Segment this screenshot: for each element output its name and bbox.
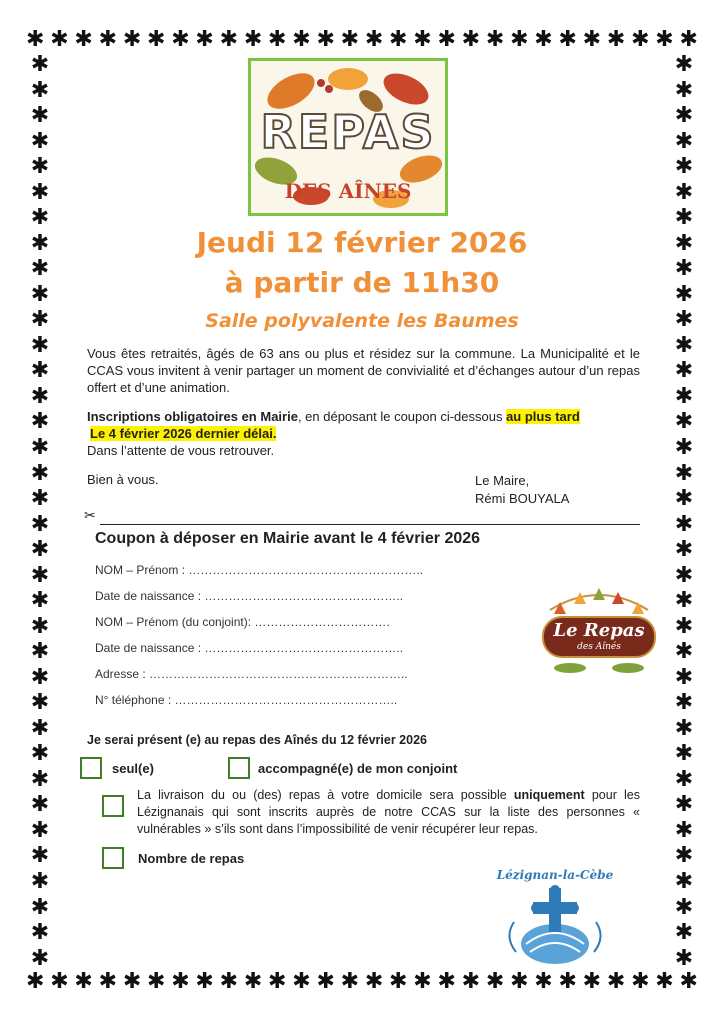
border-star-icon: ✱	[171, 27, 190, 52]
coupon-title: Coupon à déposer en Mairie avant le 4 février 2026	[95, 530, 481, 547]
border-star-icon: ✱	[30, 332, 50, 358]
border-star-icon: ✱	[364, 969, 384, 994]
border-star-icon: ✱	[679, 27, 698, 52]
checkbox-with-partner[interactable]	[228, 757, 250, 779]
border-star-icon: ✱	[243, 969, 263, 994]
border-star-icon: ✱	[26, 969, 45, 994]
field-name[interactable]	[95, 563, 423, 577]
border-star-icon: ✱	[98, 969, 118, 994]
border-bottom	[26, 968, 698, 996]
border-star-icon: ✱	[558, 969, 577, 994]
border-star-icon: ✱	[674, 562, 694, 588]
border-star-icon: ✱	[195, 969, 214, 994]
border-star-icon: ✱	[268, 27, 287, 52]
badge-title: Le Repas	[553, 620, 645, 641]
border-star-icon: ✱	[30, 409, 50, 435]
border-star-icon: ✱	[674, 307, 694, 333]
field-phone[interactable]	[95, 693, 397, 707]
repas-des-aines-logo	[248, 58, 448, 216]
field-label: NOM – Prénom (du conjoint):	[95, 615, 255, 629]
field-label: NOM – Prénom :	[95, 563, 189, 577]
border-star-icon: ✱	[50, 27, 69, 52]
border-star-icon: ✱	[679, 969, 698, 994]
border-star-icon: ✱	[30, 715, 50, 741]
event-venue: Salle polyvalente les Baumes	[205, 310, 519, 332]
border-star-icon: ✱	[674, 256, 694, 282]
border-star-icon: ✱	[268, 969, 287, 994]
border-star-icon: ✱	[413, 969, 432, 994]
field-partner-name[interactable]	[95, 615, 390, 629]
border-star-icon: ✱	[674, 920, 694, 946]
field-label: Date de naissance :	[95, 589, 205, 603]
border-star-icon: ✱	[98, 27, 118, 52]
border-star-icon: ✱	[195, 27, 214, 52]
deadline-highlight-1: au plus tard	[506, 409, 580, 424]
border-star-icon: ✱	[413, 27, 432, 52]
field-label: N° téléphone :	[95, 693, 175, 707]
border-star-icon: ✱	[674, 434, 694, 460]
delivery-text-end: pour les Lézignanais qui sont inscrits auprès de notre CCAS sur la liste des personnes « vulnérables » s’ils sont dans l’impossibilité de venir récupérer leur repas.	[137, 788, 641, 836]
border-star-icon: ✱	[30, 945, 50, 970]
border-star-icon: ✱	[30, 179, 50, 205]
field-dots: ………………………………………………..	[174, 693, 398, 707]
border-star-icon: ✱	[30, 205, 50, 231]
checkbox-with-partner-label: accompagné(e) de mon conjoint	[258, 761, 458, 776]
border-star-icon: ✱	[50, 969, 69, 994]
border-star-icon: ✱	[30, 639, 50, 665]
inscription-paragraph	[87, 408, 640, 459]
border-star-icon: ✱	[674, 383, 694, 409]
border-star-icon: ✱	[30, 537, 50, 563]
le-repas-des-aines-badge	[540, 580, 658, 680]
border-star-icon: ✱	[219, 27, 239, 52]
border-star-icon: ✱	[243, 27, 263, 52]
delivery-text-bold: uniquement	[513, 788, 585, 802]
border-star-icon: ✱	[674, 486, 694, 512]
border-star-icon: ✱	[534, 27, 553, 52]
border-star-icon: ✱	[461, 27, 481, 52]
field-dots: …………………………………………..	[204, 641, 404, 655]
inscription-middle: , en déposant le coupon ci-dessous	[297, 409, 507, 424]
border-star-icon: ✱	[674, 409, 694, 435]
border-star-icon: ✱	[674, 766, 694, 792]
border-star-icon: ✱	[74, 969, 93, 994]
signature	[475, 472, 569, 508]
border-star-icon: ✱	[30, 843, 50, 869]
border-star-icon: ✱	[558, 27, 577, 52]
border-star-icon: ✱	[674, 588, 694, 614]
des-aines-word: DES AÎNES	[284, 179, 412, 203]
border-star-icon: ✱	[674, 154, 694, 180]
border-star-icon: ✱	[674, 281, 694, 307]
border-star-icon: ✱	[30, 869, 50, 894]
border-star-icon: ✱	[30, 154, 50, 180]
field-birthdate[interactable]	[95, 589, 403, 603]
border-star-icon: ✱	[30, 77, 50, 103]
border-star-icon: ✱	[292, 969, 311, 994]
checkbox-delivery[interactable]	[102, 795, 124, 817]
town-name: Lézignan-la-Cèbe	[496, 868, 614, 882]
border-star-icon: ✱	[30, 588, 50, 614]
border-star-icon: ✱	[389, 969, 408, 994]
border-star-icon: ✱	[74, 27, 93, 52]
border-star-icon: ✱	[674, 230, 694, 256]
border-star-icon: ✱	[534, 969, 553, 994]
deadline-highlight-2: Le 4 février 2026 dernier délai.	[90, 426, 277, 441]
border-star-icon: ✱	[30, 307, 50, 333]
border-top	[26, 26, 698, 54]
border-star-icon: ✱	[674, 179, 694, 205]
border-star-icon: ✱	[674, 54, 694, 77]
waiting-line: Dans l’attente de vous retrouver.	[87, 443, 275, 458]
border-star-icon: ✱	[461, 969, 481, 994]
border-star-icon: ✱	[674, 792, 694, 818]
border-star-icon: ✱	[674, 460, 694, 486]
border-star-icon: ✱	[30, 103, 50, 129]
border-star-icon: ✱	[30, 54, 50, 77]
border-star-icon: ✱	[674, 664, 694, 690]
field-dots: …………………………….	[254, 615, 390, 629]
border-star-icon: ✱	[674, 332, 694, 358]
checkbox-meal-count[interactable]	[102, 847, 124, 869]
border-star-icon: ✱	[485, 969, 505, 994]
border-star-icon: ✱	[147, 969, 166, 994]
border-star-icon: ✱	[30, 281, 50, 307]
border-star-icon: ✱	[674, 537, 694, 563]
border-star-icon: ✱	[364, 27, 384, 52]
border-star-icon: ✱	[30, 460, 50, 486]
border-star-icon: ✱	[674, 103, 694, 129]
meal-count-label: Nombre de repas	[138, 851, 245, 866]
border-star-icon: ✱	[30, 766, 50, 792]
field-label: Date de naissance :	[95, 641, 205, 655]
border-star-icon: ✱	[30, 511, 50, 537]
border-star-icon: ✱	[340, 969, 360, 994]
field-dots: …………………………………………..	[204, 589, 404, 603]
badge-subtitle: des Aînés	[577, 642, 621, 652]
border-star-icon: ✱	[674, 894, 694, 920]
delivery-text-start: La livraison du ou (des) repas à votre domicile sera possible	[137, 788, 514, 802]
border-star-icon: ✱	[582, 27, 602, 52]
border-star-icon: ✱	[674, 511, 694, 537]
border-star-icon: ✱	[606, 27, 626, 52]
border-star-icon: ✱	[674, 358, 694, 384]
inscription-bold: Inscriptions obligatoires en Mairie	[87, 409, 298, 424]
border-star-icon: ✱	[30, 486, 50, 512]
border-star-icon: ✱	[30, 383, 50, 409]
border-star-icon: ✱	[30, 613, 50, 639]
border-star-icon: ✱	[219, 969, 239, 994]
border-star-icon: ✱	[631, 969, 650, 994]
border-star-icon: ✱	[122, 27, 142, 52]
closing-line: Bien à vous.	[87, 472, 159, 487]
border-star-icon: ✱	[631, 27, 650, 52]
border-star-icon: ✱	[674, 128, 694, 154]
border-star-icon: ✱	[30, 920, 50, 946]
border-star-icon: ✱	[30, 434, 50, 460]
border-star-icon: ✱	[30, 817, 50, 843]
border-star-icon: ✱	[510, 27, 529, 52]
border-star-icon: ✱	[30, 562, 50, 588]
field-address[interactable]	[95, 667, 408, 681]
border-star-icon: ✱	[30, 690, 50, 716]
delivery-paragraph	[137, 787, 640, 838]
border-star-icon: ✱	[30, 894, 50, 920]
checkbox-alone-label: seul(e)	[112, 761, 154, 776]
border-star-icon: ✱	[30, 230, 50, 256]
border-star-icon: ✱	[316, 27, 335, 52]
border-star-icon: ✱	[437, 969, 456, 994]
border-star-icon: ✱	[606, 969, 626, 994]
border-star-icon: ✱	[30, 792, 50, 818]
border-star-icon: ✱	[485, 27, 505, 52]
border-star-icon: ✱	[674, 613, 694, 639]
border-star-icon: ✱	[316, 969, 335, 994]
border-star-icon: ✱	[674, 205, 694, 231]
event-time: à partir de 11h30	[224, 266, 500, 299]
border-star-icon: ✱	[340, 27, 360, 52]
border-star-icon: ✱	[30, 256, 50, 282]
cut-line	[100, 524, 640, 525]
scissors-icon: ✂	[84, 508, 96, 524]
town-logo	[496, 868, 614, 968]
border-star-icon: ✱	[674, 77, 694, 103]
field-partner-birthdate[interactable]	[95, 641, 403, 655]
border-star-icon: ✱	[30, 358, 50, 384]
border-star-icon: ✱	[674, 869, 694, 894]
border-star-icon: ✱	[674, 817, 694, 843]
border-star-icon: ✱	[674, 945, 694, 970]
signature-title: Le Maire,	[475, 473, 530, 488]
border-star-icon: ✱	[30, 128, 50, 154]
border-star-icon: ✱	[147, 27, 166, 52]
border-star-icon: ✱	[510, 969, 529, 994]
checkbox-alone[interactable]	[80, 757, 102, 779]
border-star-icon: ✱	[674, 715, 694, 741]
event-date: Jeudi 12 février 2026	[196, 226, 528, 259]
field-dots: ………………………………………………………..	[149, 667, 408, 681]
repas-word: REPAS	[260, 105, 436, 159]
border-star-icon: ✱	[674, 639, 694, 665]
border-star-icon: ✱	[30, 741, 50, 767]
field-label: Adresse :	[95, 667, 150, 681]
border-right	[670, 54, 698, 970]
intro-paragraph: Vous êtes retraités, âgés de 63 ans ou plus et résidez sur la commune. La Municipalité et le CCAS vous invitent à venir partager un moment de convivialité et d’échanges autour d’un repas offert et d’une animation.	[87, 346, 640, 395]
border-left	[26, 54, 54, 970]
border-star-icon: ✱	[26, 27, 45, 52]
town-cross-emblem-icon	[496, 882, 614, 968]
border-star-icon: ✱	[30, 664, 50, 690]
border-star-icon: ✱	[674, 843, 694, 869]
border-star-icon: ✱	[674, 741, 694, 767]
border-star-icon: ✱	[122, 969, 142, 994]
border-star-icon: ✱	[674, 690, 694, 716]
border-star-icon: ✱	[171, 969, 190, 994]
presence-heading: Je serai présent (e) au repas des Aînés du 12 février 2026	[87, 733, 427, 747]
border-star-icon: ✱	[292, 27, 311, 52]
border-star-icon: ✱	[437, 27, 456, 52]
border-star-icon: ✱	[655, 27, 674, 52]
border-star-icon: ✱	[389, 27, 408, 52]
field-dots: …………………………………………………..	[188, 563, 424, 577]
border-star-icon: ✱	[655, 969, 674, 994]
signature-name: Rémi BOUYALA	[475, 491, 570, 506]
border-star-icon: ✱	[582, 969, 602, 994]
